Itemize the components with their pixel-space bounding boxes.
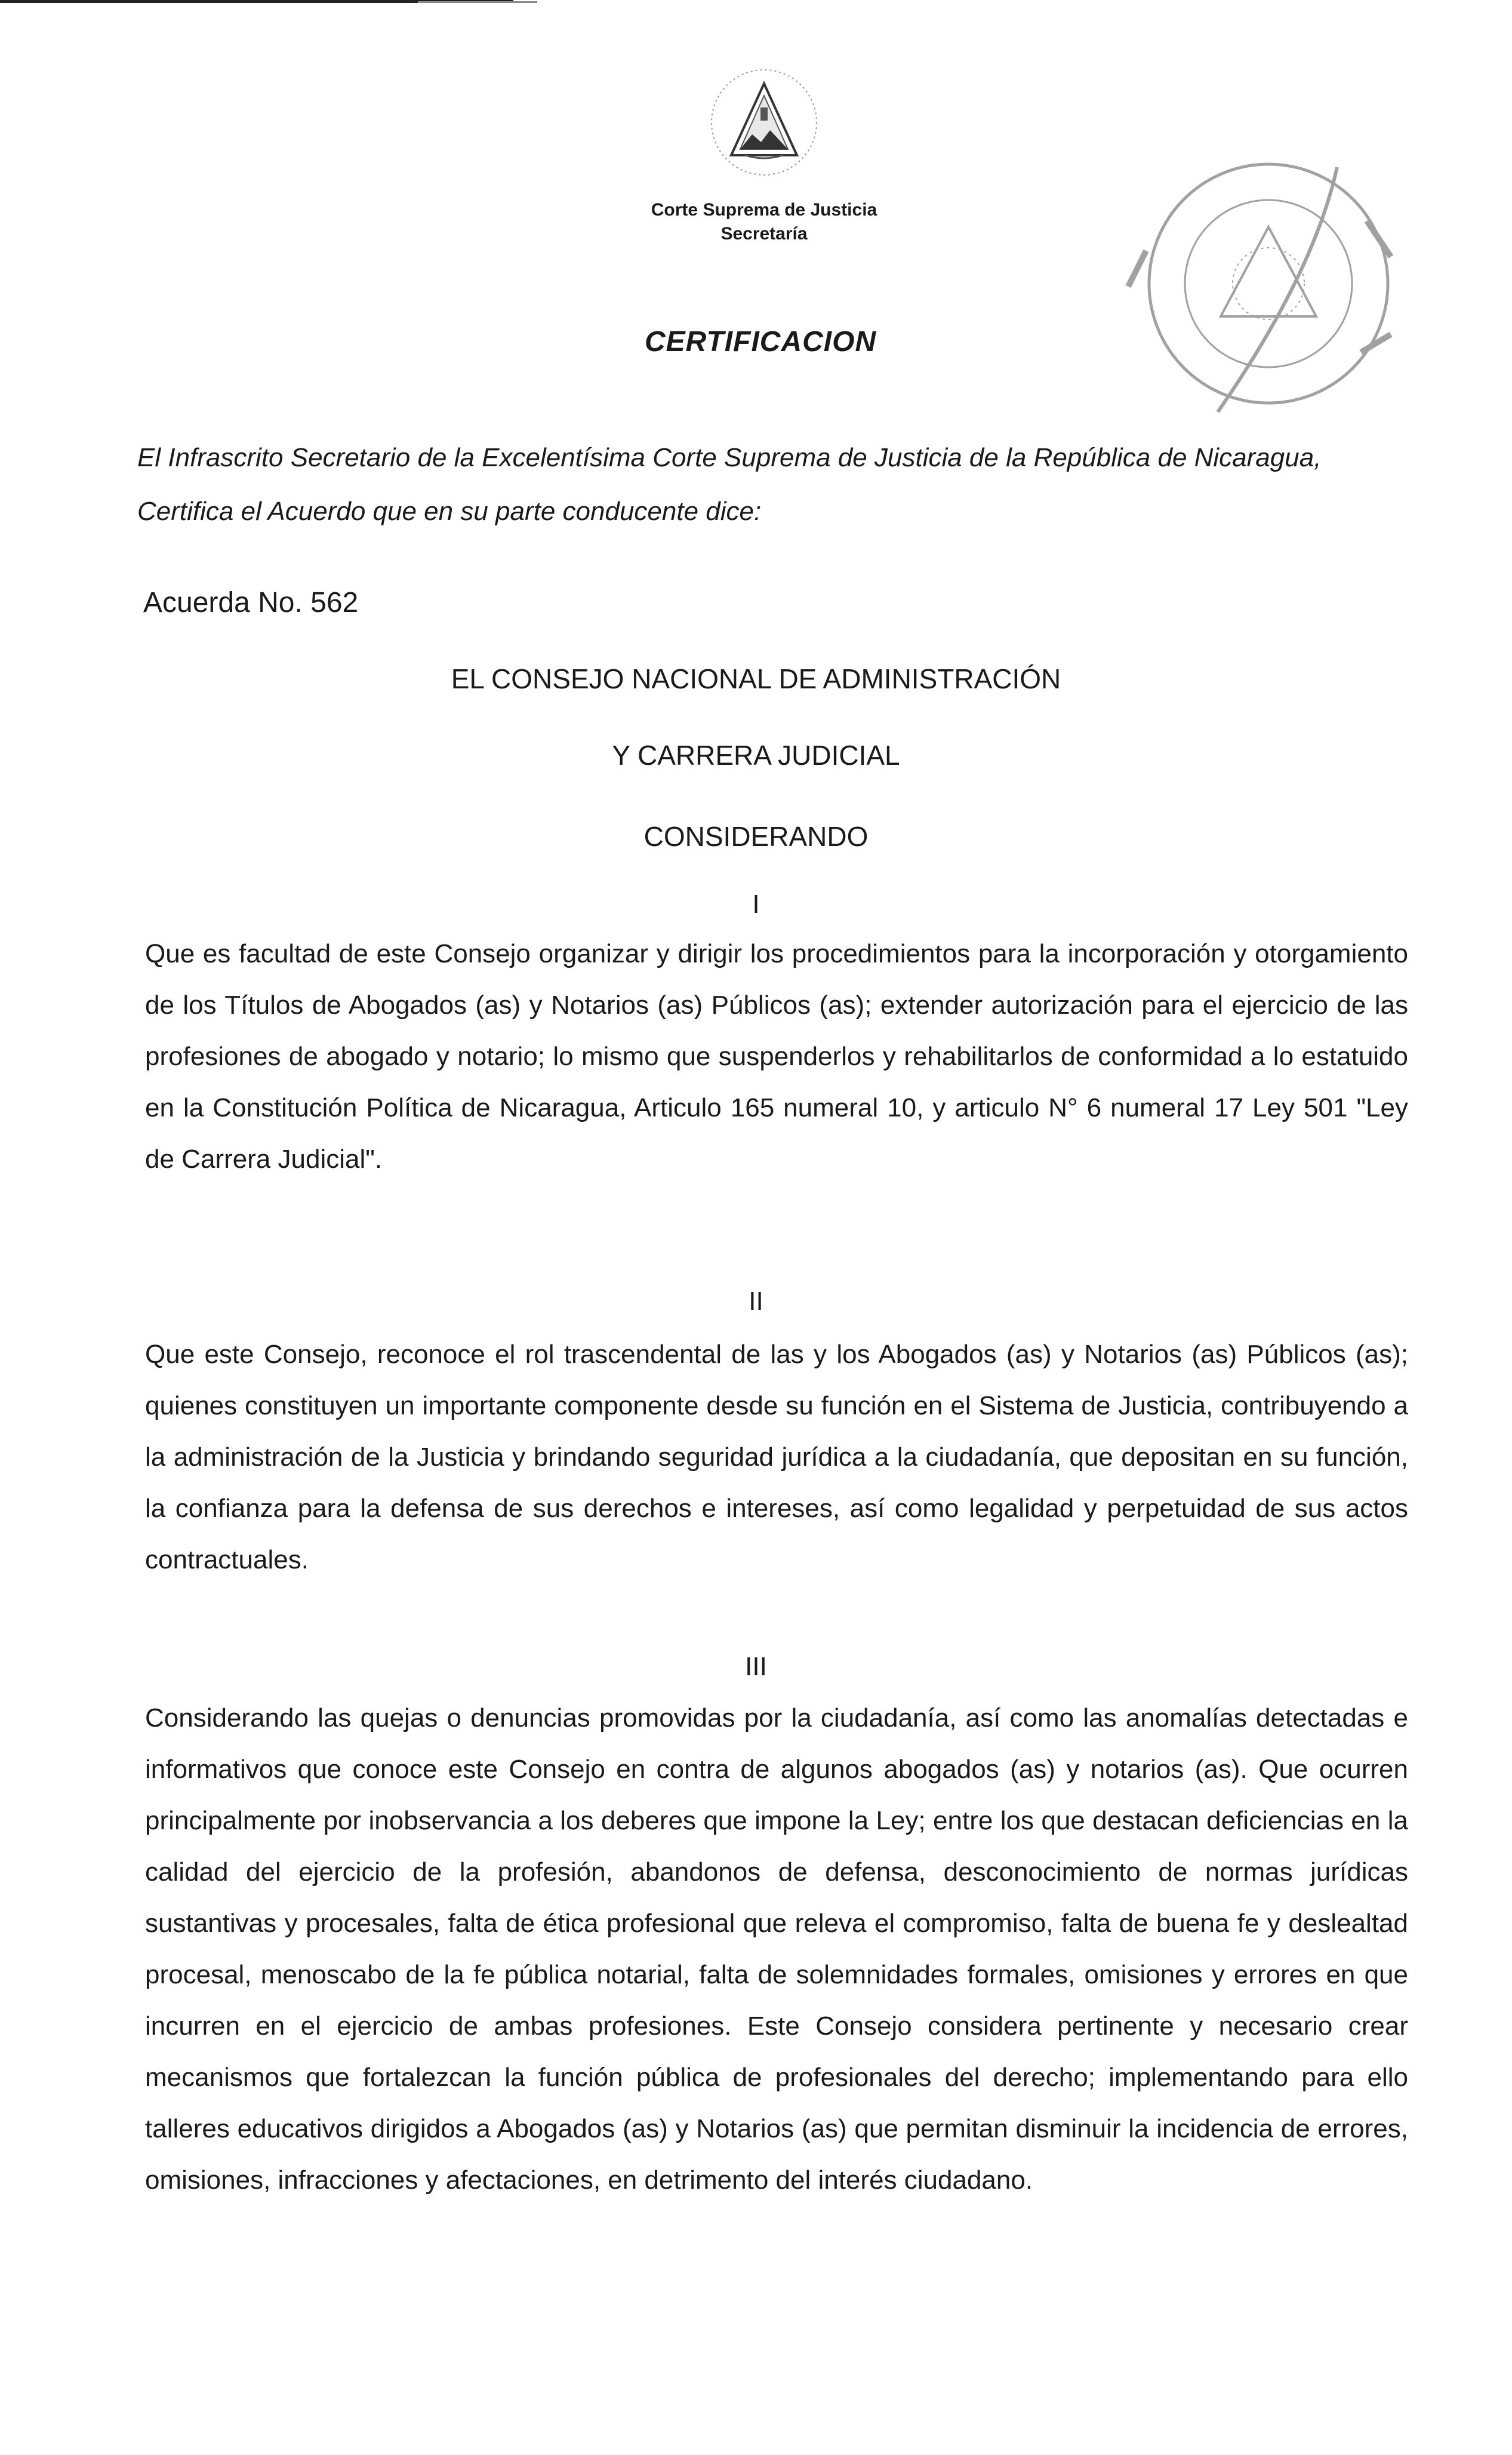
certification-intro: El Infrascrito Secretario de la Excelentísima Corte Suprema de Justicia de la República de Nicaragua, Certifica el Acuerdo que en su parte conducente dice: xyxy=(137,443,1322,526)
considerando-heading: CONSIDERANDO xyxy=(643,821,869,852)
section-numeral-1: I xyxy=(752,890,760,919)
document-title: CERTIFICACION xyxy=(645,326,877,358)
office-name: Secretaría xyxy=(720,224,808,244)
section-text-3: Considerando las quejas o denuncias promovidas por la ciudadanía, así como las anomalías detectadas e informativos que conoce este Consejo en contra de algunos abogados (as) y notarios (as). Que ocurren principalmente por inobservancia a los deberes que impone la Ley; entre los que destacan deficiencias en la calidad del ejercicio de la profesión, abandonos de defensa, desconocimiento de normas jurídicas sustantivas y procesales, falta de ética profesional que releva el compromiso, falta de buena fe y deslealtad procesal, menoscabo de la fe pública notarial, falta de solemnidades formales, omisiones y errores en que incurren en el ejercicio de ambas profesiones. Este Consejo considera pertinente y necesario crear mecanismos que fortalezcan la función pública de profesionales del derecho; implementando para ello talleres educativos dirigidos a Abogados (as) y Notarios (as) que permitan disminuir la incidencia de errores, omisiones, infracciones y afectaciones, en detrimento del interés ciudadano. xyxy=(145,1703,1408,2195)
section-numeral-3: III xyxy=(745,1652,767,1681)
agreement-number: Acuerda No. 562 xyxy=(143,587,359,619)
section-text-1: Que es facultad de este Consejo organizar y dirigir los procedimientos para la incorporación y otorgamiento de los Títulos de Abogados (as) y Notarios (as) Públicos (as); extender autorización para el ejercicio de las profesiones de abogado y notario; lo mismo que suspenderlos y rehabilitarlos de conformidad a lo estatuido en la Constitución Política de Nicaragua, Articulo 165 numeral 10, y articulo N° 6 numeral 17 Ley 501 "Ley de Carrera Judicial". xyxy=(145,939,1408,1174)
nicaragua-coat-of-arms-icon xyxy=(680,66,848,191)
council-heading-line1: EL CONSEJO NACIONAL DE ADMINISTRACIÓN xyxy=(451,663,1061,694)
council-heading-line2: Y CARRERA JUDICIAL xyxy=(612,740,900,771)
top-rule-fade xyxy=(418,1,537,3)
section-numeral-2: II xyxy=(749,1287,763,1316)
official-seal-stamp-icon xyxy=(1110,155,1421,436)
institution-name: Corte Suprema de Justicia xyxy=(651,200,877,220)
section-text-2: Que este Consejo, reconoce el rol trascendental de las y los Abogados (as) y Notarios (as) Públicos (as); quienes constituyen un importante componente desde su función en el Sistema de Justicia, contribuyendo a la administración de la Justicia y brindando seguridad jurídica a la ciudadanía, que depositan en su función, la confianza para la defensa de sus derechos e intereses, así como legalidad y perpetuidad de sus actos contractuales. xyxy=(145,1340,1408,1574)
